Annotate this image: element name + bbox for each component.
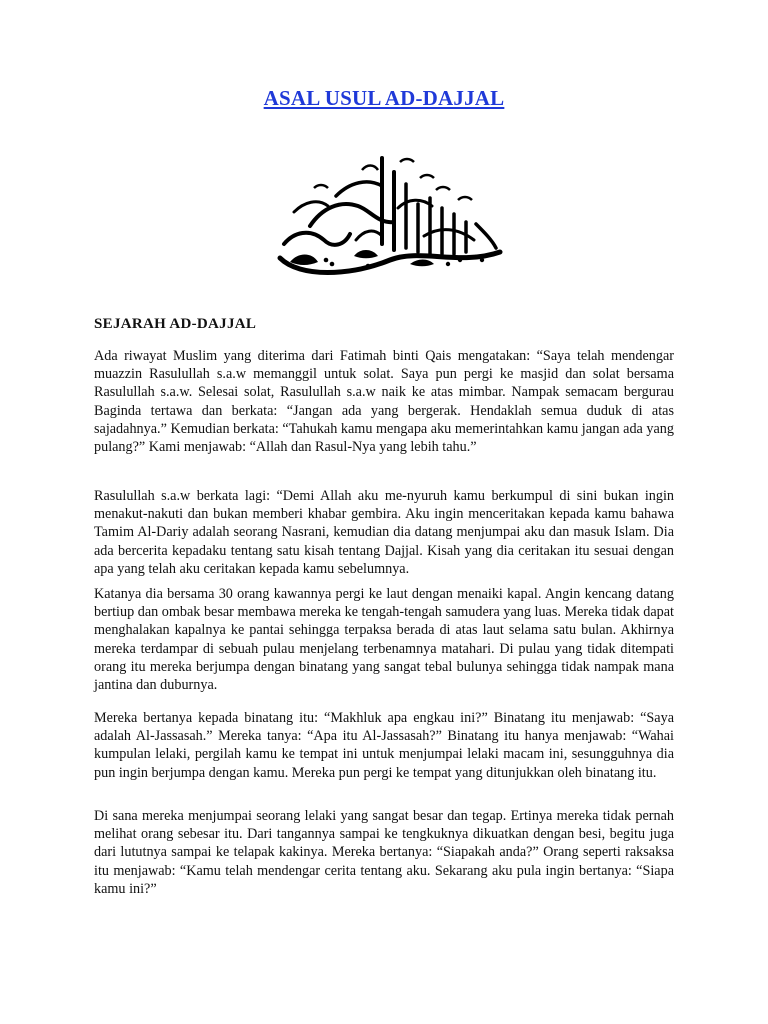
paragraph-4: Mereka bertanya kepada binatang itu: “Makhluk apa engkau ini?” Binatang itu menjawab: “Saya adalah Al-Jassasah.” Mereka tanya: “Apa itu Al-Jassasah?” Binatang itu hanya menjawab: “Wahai kumpulan lelaki, pergilah kamu ke tempat ini untuk menjumpai lelaki macam ini, sesungguhnya dia pun ingin berjumpa dengan kamu. Mereka pun pergi ke tempat yang ditunjukkan oleh binatang itu. xyxy=(94,710,674,781)
basmalah-calligraphy-icon xyxy=(270,148,506,280)
section-heading: SEJARAH AD-DAJJAL xyxy=(94,316,257,332)
paragraph-5: Di sana mereka menjumpai seorang lelaki yang sangat besar dan tegap. Ertinya mereka tidak pernah melihat orang sebesar itu. Dari tangannya sampai ke tengkuknya dikuatkan dengan besi, begitu juga dari lututnya sampai ke telapak kakinya. Mereka bertanya: “Siapakah anda?” Orang seperti raksaksa itu menjawab: “Kamu telah mendengar cerita tentang aku. Sekarang aku pula ingin bertanya: “Siapa kamu ini?” xyxy=(94,808,674,897)
document-title: ASAL USUL AD-DAJJAL xyxy=(263,86,505,110)
paragraph-2: Rasulullah s.a.w berkata lagi: “Demi Allah aku me-nyuruh kamu berkumpul di sini bukan ingin menakut-nakuti dan bukan memberi khabar gembira. Aku ingin menceritakan kepada kamu bahawa Tamim Al-Dariy adalah seorang Nasrani, kemudian dia datang menjumpai aku dan masuk Islam. Dia ada bercerita kepadaku tentang satu kisah tentang Dajjal. Kisah yang dia ceritakan itu sesuai dengan apa yang telah aku ceritakan kepada kamu sebelumnya. xyxy=(94,488,674,577)
paragraph-1: Ada riwayat Muslim yang diterima dari Fatimah binti Qais mengatakan: “Saya telah mendengar muazzin Rasulullah s.a.w memanggil untuk solat. Saya pun pergi ke masjid dan solat bersama Rasulullah s.a.w. Selesai solat, Rasulullah s.a.w naik ke atas mimbar. Nampak semacam bergurau Baginda tertawa dan berkata: “Jangan ada yang bergerak. Hendaklah semua duduk di atas sajadahnya.” Kemudian berkata: “Tahukah kamu mengapa aku memerintahkan kamu jangan ada yang pulang?” Kami menjawab: “Allah dan Rasul-Nya yang lebih tahu.” xyxy=(94,348,674,456)
paragraph-3: Katanya dia bersama 30 orang kawannya pergi ke laut dengan menaiki kapal. Angin kencang datang bertiup dan ombak besar membawa mereka ke tengah-tengah samudera yang luas. Mereka tidak dapat menghalakan kapalnya ke pantai sehingga terpaksa berada di atas laut selama satu bulan. Akhirnya mereka terdampar di sebuah pulau menjelang terbenamnya matahari. Di pulau yang tidak ditempati orang itu mereka berjumpa dengan binatang yang sangat tebal bulunya sehingga tidak nampak mana jantina dan duburnya. xyxy=(94,586,674,694)
